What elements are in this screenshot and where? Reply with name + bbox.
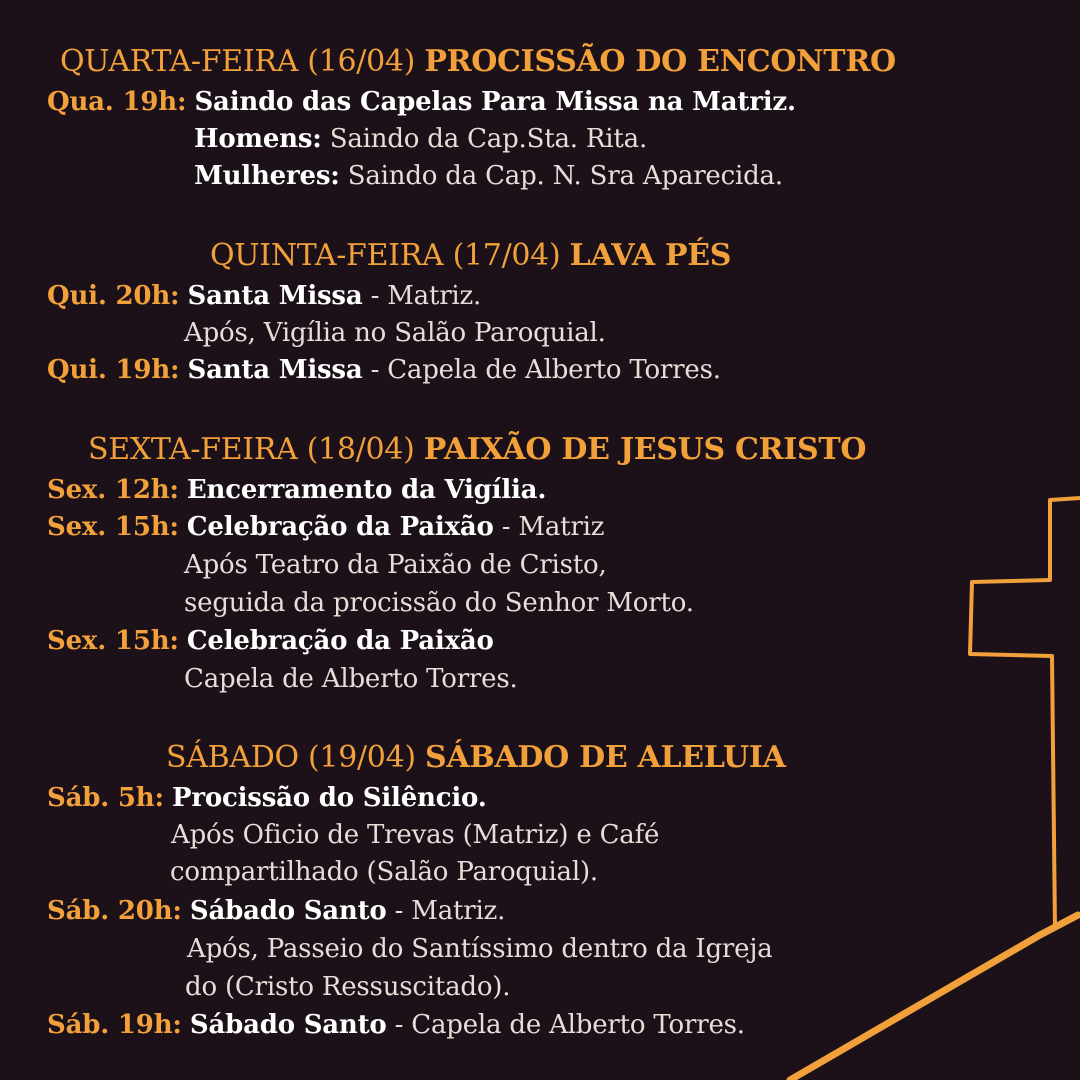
schedule-continuation — [170, 857, 598, 887]
section-day: QUINTA-FEIRA (17/04) — [210, 238, 561, 273]
schedule-note — [194, 124, 647, 154]
entry-time: Qui. 20h: — [47, 281, 180, 311]
section-name: SÁBADO DE ALELUIA — [425, 740, 786, 775]
entry-time: Sex. 15h: — [47, 626, 179, 656]
entry-main: Sábado Santo — [189, 896, 387, 926]
entry-rest: - Matriz. — [362, 281, 482, 311]
note-label: Mulheres: — [194, 161, 340, 191]
entry-continuation: Após, Passeio do Santíssimo dentro da Igreja — [187, 934, 773, 964]
section-name: PROCISSÃO DO ENCONTRO — [424, 44, 896, 79]
schedule-entry — [47, 355, 721, 385]
entry-rest: - Capela de Alberto Torres. — [386, 1010, 745, 1040]
section-title-sexta — [88, 432, 866, 467]
note-label: Homens: — [194, 124, 322, 154]
entry-main: Procissão do Silêncio. — [171, 783, 487, 813]
section-name: PAIXÃO DE JESUS CRISTO — [423, 432, 867, 467]
schedule-note — [194, 161, 783, 191]
entry-rest: - Matriz. — [386, 896, 506, 926]
entry-time: Sáb. 5h: — [47, 783, 164, 813]
entry-main: Encerramento da Vigília. — [186, 475, 547, 505]
schedule-entry — [47, 626, 494, 656]
entry-continuation: Após, Vigília no Salão Paroquial. — [184, 318, 606, 348]
entry-continuation: Capela de Alberto Torres. — [184, 664, 518, 694]
entry-main: Celebração da Paixão — [186, 626, 494, 656]
note-text: Saindo da Cap.Sta. Rita. — [321, 124, 648, 154]
schedule-entry — [47, 1010, 745, 1040]
schedule-entry — [47, 783, 487, 813]
entry-time: Sáb. 19h: — [47, 1010, 182, 1040]
schedule-continuation — [187, 934, 773, 964]
entry-rest: - Matriz — [493, 512, 605, 542]
entry-continuation: Após Teatro da Paixão de Cristo, — [184, 550, 607, 580]
entry-time: Qui. 19h: — [47, 355, 180, 385]
entry-continuation: Após Oficio de Trevas (Matriz) e Café — [171, 820, 660, 850]
schedule-entry — [47, 87, 796, 117]
note-text: Saindo da Cap. N. Sra Aparecida. — [339, 161, 783, 191]
entry-time: Sex. 15h: — [47, 512, 179, 542]
section-title-quinta — [210, 238, 731, 273]
entry-continuation: do (Cristo Ressuscitado). — [185, 972, 511, 1002]
schedule-continuation — [185, 972, 510, 1002]
entry-main: Sábado Santo — [189, 1010, 387, 1040]
entry-rest: - Capela de Alberto Torres. — [362, 355, 721, 385]
schedule-entry — [47, 281, 481, 311]
section-title-quarta — [60, 44, 896, 79]
entry-main: Santa Missa — [187, 281, 363, 311]
section-day: SÁBADO (19/04) — [166, 740, 416, 775]
entry-continuation: seguida da procissão do Senhor Morto. — [184, 588, 694, 618]
entry-continuation: compartilhado (Salão Paroquial). — [170, 857, 598, 887]
section-day: SEXTA-FEIRA (18/04) — [88, 432, 415, 467]
schedule-entry — [47, 896, 505, 926]
section-title-sabado — [166, 740, 786, 775]
entry-time: Qua. 19h: — [47, 87, 187, 117]
schedule-continuation — [184, 318, 606, 348]
entry-time: Sex. 12h: — [47, 475, 179, 505]
schedule-entry — [47, 512, 604, 542]
entry-main: Celebração da Paixão — [186, 512, 494, 542]
schedule-continuation — [184, 588, 694, 618]
schedule-continuation — [171, 820, 659, 850]
entry-main: Saindo das Capelas Para Missa na Matriz. — [194, 87, 796, 117]
entry-main: Santa Missa — [187, 355, 363, 385]
schedule-continuation — [184, 550, 607, 580]
section-day: QUARTA-FEIRA (16/04) — [60, 44, 416, 79]
entry-time: Sáb. 20h: — [47, 896, 182, 926]
schedule-continuation — [184, 664, 518, 694]
section-name: LAVA PÉS — [569, 238, 732, 273]
schedule-entry — [47, 475, 546, 505]
